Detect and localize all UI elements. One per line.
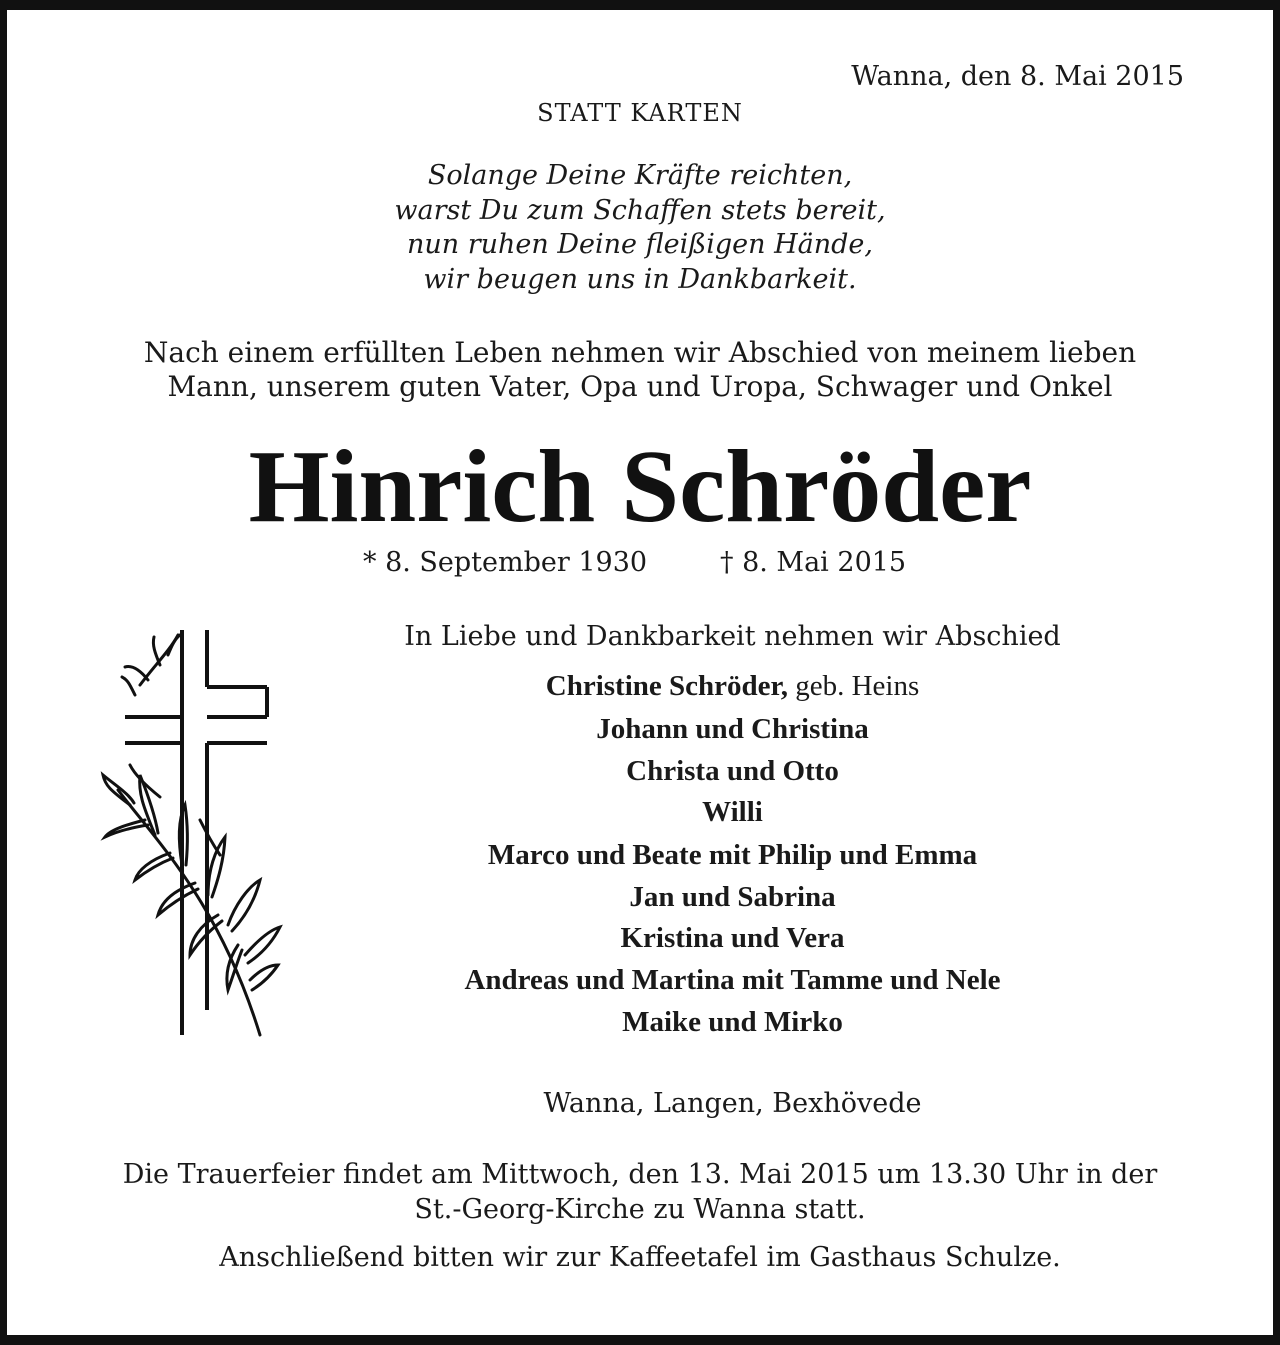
statt-karten: STATT KARTEN: [537, 99, 743, 127]
funeral-line: St.-Georg-Kirche zu Wanna statt.: [414, 1194, 866, 1225]
intro-line: Mann, unserem guten Vater, Opa und Uropa, Schwager und Onkel: [167, 370, 1113, 403]
intro-line: Nach einem erfüllten Leben nehmen wir Abschied von meinem lieben: [143, 336, 1137, 369]
mourner-line: [340, 670, 1125, 703]
birth-date: * 8. September 1930: [363, 547, 648, 578]
mourner-line: Willi: [702, 796, 763, 828]
mourner-line: Kristina und Vera: [620, 922, 845, 954]
mourners-intro: In Liebe und Dankbarkeit nehmen wir Abschied: [404, 621, 1061, 652]
place-date: Wanna, den 8. Mai 2015: [851, 61, 1184, 92]
mourner-line: Jan und Sabrina: [629, 881, 836, 913]
mourner-primary-name: Christine Schröder,: [545, 670, 788, 702]
poem-line: Solange Deine Kräfte reichten,: [427, 160, 853, 191]
poem-line: wir beugen uns in Dankbarkeit.: [423, 264, 857, 295]
funeral-line: Die Trauerfeier findet am Mittwoch, den 13. Mai 2015 um 13.30 Uhr in der: [122, 1159, 1158, 1190]
mourner-maiden-name: geb. Heins: [787, 670, 920, 702]
cross-with-palm-branch-icon: [100, 625, 285, 1040]
mourner-places: Wanna, Langen, Bexhövede: [543, 1088, 922, 1119]
mourner-line: Christa und Otto: [626, 755, 839, 787]
deceased-name: Hinrich Schröder: [248, 429, 1032, 544]
poem-line: nun ruhen Deine fleißigen Hände,: [406, 229, 873, 260]
funeral-line: Anschließend bitten wir zur Kaffeetafel im Gasthaus Schulze.: [219, 1242, 1061, 1273]
mourner-line: Maike und Mirko: [622, 1006, 843, 1038]
poem-line: warst Du zum Schaffen stets bereit,: [394, 195, 886, 226]
mourner-line: Marco und Beate mit Philip und Emma: [487, 839, 978, 871]
mourner-line: Andreas und Martina mit Tamme und Nele: [464, 964, 1001, 996]
death-date: † 8. Mai 2015: [720, 547, 907, 578]
mourner-line: Johann und Christina: [596, 713, 869, 745]
